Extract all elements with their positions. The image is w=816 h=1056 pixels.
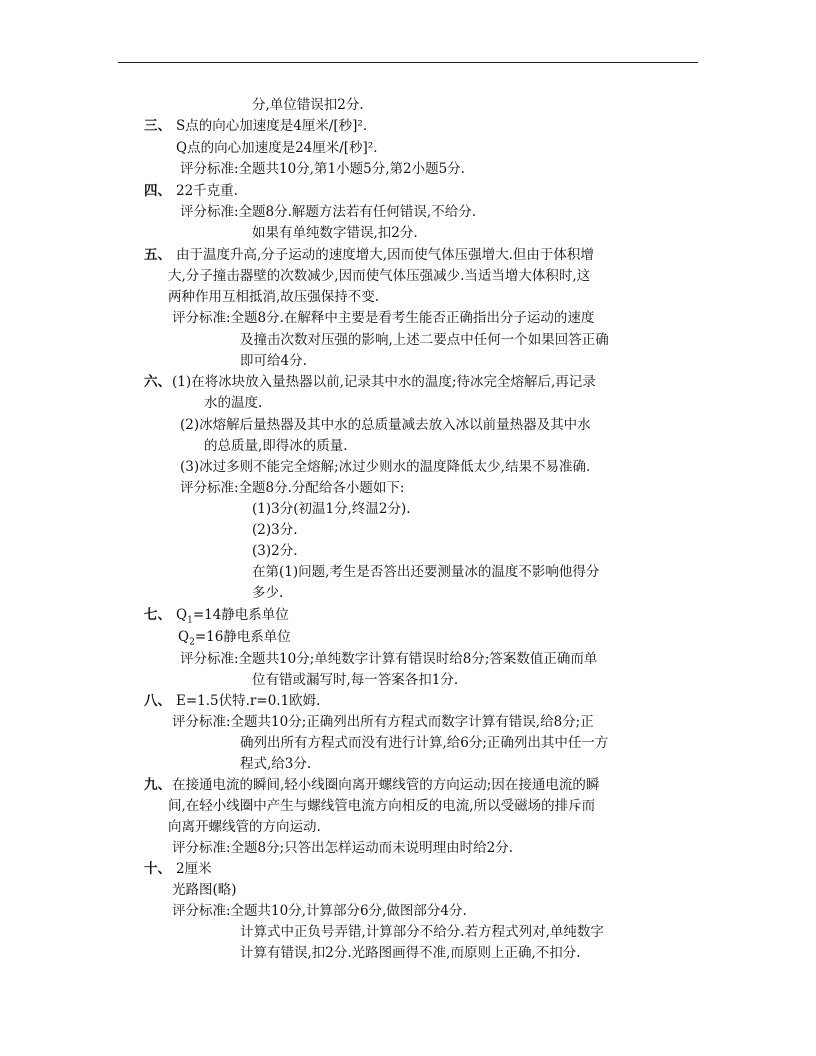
scoring-line: 评分标准:全题8分;只答出怎样运动而未说明理由时给2分.	[172, 840, 514, 856]
text-line: 大,分子撞击器壁的次数减少,因而使气体压强减少.当适当增大体积时,这	[168, 268, 591, 284]
text-line: 分,单位错误扣2分.	[252, 97, 364, 113]
symbol-q: Q	[176, 607, 188, 623]
text-line: 及撞击次数对压强的影响,上述二要点中任何一个如果回答正确	[240, 332, 609, 348]
symbol-q: Q	[178, 629, 190, 645]
text-line: 22千克重.	[176, 183, 238, 199]
question-number-9: 九、	[144, 777, 171, 793]
text-line: 在第(1)问题,考生是否答出还要测量冰的温度不影响他得分	[252, 564, 600, 580]
text-line: 间,在轻小线圈中产生与螺线管电流方向相反的电流,所以受磁场的排斥而	[168, 798, 596, 814]
scoring-line: 评分标准:全题8分.分配给各小题如下:	[180, 480, 405, 496]
text-line: (2)冰熔解后量热器及其中水的总质量减去放入冰以前量热器及其中水	[180, 417, 591, 433]
scoring-line: 评分标准:全题8分.在解释中主要是看考生能否正确指出分子运动的速度	[172, 310, 595, 326]
text-line: 位有错或漏写时,每一答案各扣1分.	[252, 672, 459, 688]
text-line: Q点的向心加速度是24厘米/[秒]²．	[176, 140, 387, 156]
text-line: 确列出所有方程式而没有进行计算,给6分;正确列出其中任一方	[240, 735, 609, 751]
subscript: 1	[187, 615, 193, 626]
text-line: 由于温度升高,分子运动的速度增大,因而使气体压强增大.但由于体积增	[176, 247, 594, 263]
text-line: 程式,给3分.	[240, 756, 312, 772]
question-number-8: 八、	[144, 693, 171, 709]
question-number-10: 十、	[144, 861, 171, 877]
text-line: E=1.5伏特.r=0.1欧姆.	[176, 693, 321, 709]
scoring-line: 评分标准:全题共10分,第1小题5分,第2小题5分.	[180, 161, 465, 177]
scoring-line: 评分标准:全题共10分;单纯数字计算有错误时给8分;答案数值正确而单	[180, 651, 598, 667]
text-line: 如果有单纯数字错误,扣2分.	[252, 225, 418, 241]
question-number-5: 五、	[144, 247, 171, 263]
text-line: S点的向心加速度是4厘米/[秒]²．	[176, 118, 377, 134]
text-line: (3)2分.	[252, 543, 298, 559]
question-number-6: 六、	[144, 374, 171, 390]
header-rule	[118, 62, 698, 63]
text-line: (3)冰过多则不能完全熔解;冰过少则水的温度降低太少,结果不易准确.	[180, 459, 591, 475]
charge-q2	[178, 628, 291, 652]
text-line: 两种作用互相抵消,故压强保持不变.	[168, 289, 380, 305]
subscript: 2	[189, 637, 195, 648]
text-line: 的总质量,即得冰的质量.	[204, 438, 348, 454]
question-number-3: 三、	[144, 118, 171, 134]
question-number-4: 四、	[144, 183, 171, 199]
text-value: =14静电系单位	[192, 607, 289, 623]
text-line: 在接通电流的瞬间,轻小线圈向离开螺线管的方向运动;因在接通电流的瞬	[172, 777, 600, 793]
scoring-line: 评分标准:全题8分.解题方法若有任何错误,不给分.	[180, 204, 477, 220]
text-line: 即可给4分.	[240, 353, 307, 369]
text-line: (1)3分(初温1分,终温2分).	[252, 501, 411, 517]
text-line: (1)在将冰块放入量热器以前,记录其中水的温度;待冰完全熔解后,再记录	[172, 374, 596, 390]
text-value: =16静电系单位	[194, 629, 291, 645]
text-line: 光路图(略)	[172, 882, 237, 898]
text-line: 计算式中正负号弄错,计算部分不给分.若方程式列对,单纯数字	[240, 924, 604, 940]
text-line: (2)3分.	[252, 522, 298, 538]
charge-q1	[176, 606, 289, 630]
text-line: 2厘米	[176, 861, 212, 877]
text-line: 水的温度.	[204, 395, 263, 411]
text-line: 向离开螺线管的方向运动.	[168, 819, 321, 835]
question-number-7: 七、	[144, 607, 171, 623]
scoring-line: 评分标准:全题共10分;正确列出所有方程式而数字计算有错误,给8分;正	[172, 714, 594, 730]
text-line: 计算有错误,扣2分.光路图画得不准,而原则上正确,不扣分.	[240, 945, 581, 961]
text-line: 多少.	[252, 585, 284, 601]
scoring-line: 评分标准:全题共10分,计算部分6分,做图部分4分.	[172, 903, 467, 919]
